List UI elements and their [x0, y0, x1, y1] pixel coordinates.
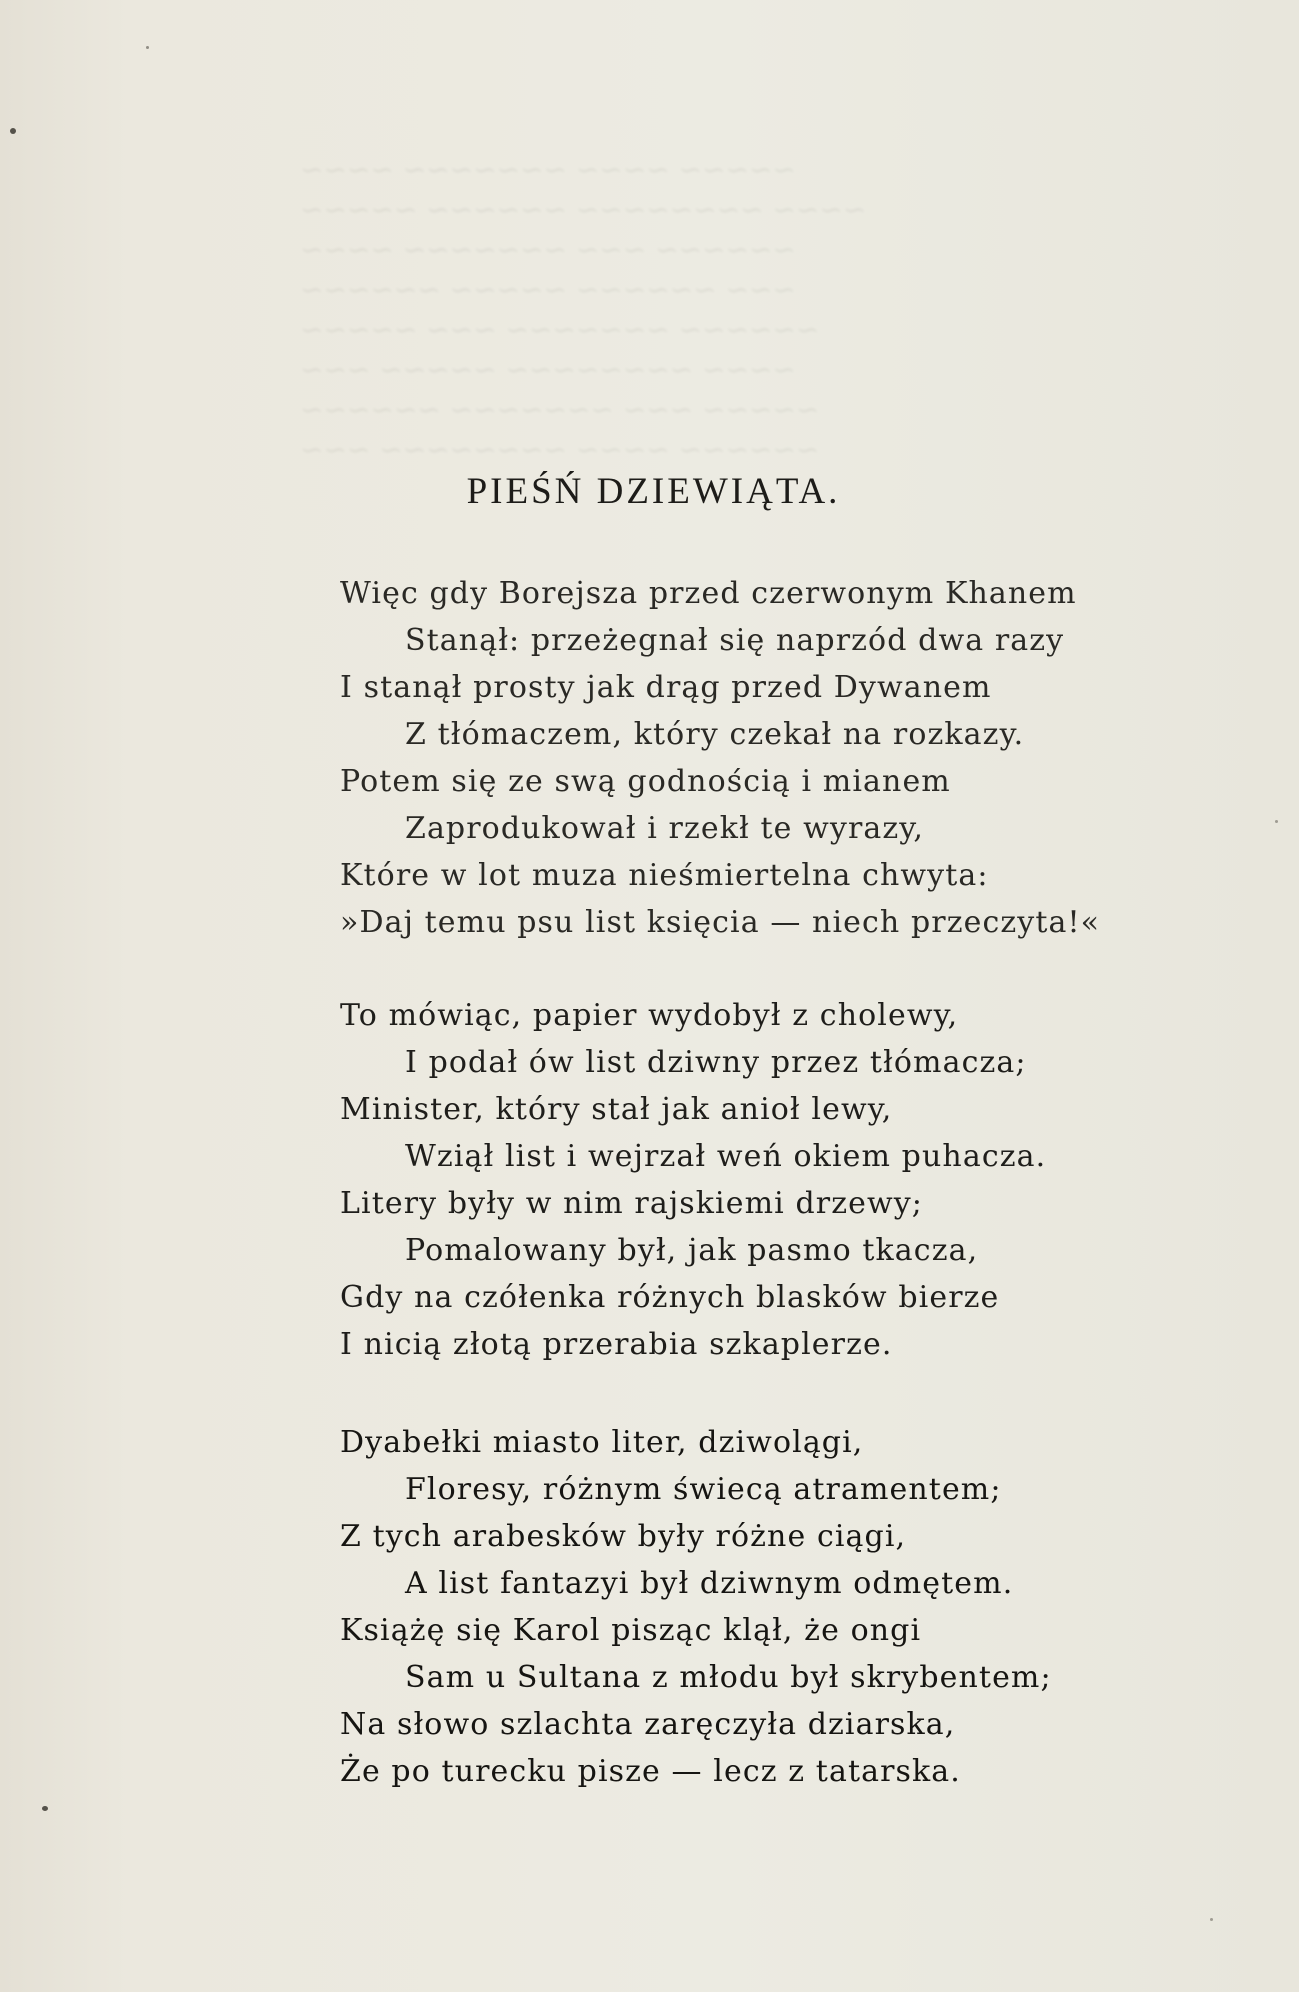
verse-line: Z tłómaczem, który czekał na rozkazy.	[405, 717, 1025, 752]
stanza-1	[340, 570, 1100, 946]
paper-speck	[42, 1806, 48, 1811]
show-through-text: ~~~~~ ~~~~ ~~~~~~~ ~~~~ ~~~~ ~~~~~~~~ ~~~~~~ ~~~~~ ~~~~~~ ~~~ ~~~~~~~ ~~~~ ~~~ ~~~~~~ ~~~~~ ~~~~~~ ~~~~~~ ~~~~~~~ ~~~ ~~~~~ ~~~~ ~~~~~~~~ ~~~~~ ~~~ ~~~~~ ~~~ ~~~~~~~ ~~~~~~ ~~~~~~ ~~~~ ~~~~~~~~ ~~~	[300, 153, 867, 466]
verse-line: Wziął list i wejrzał weń okiem puhacza.	[405, 1139, 1047, 1174]
verse-line: Minister, który stał jak anioł lewy,	[340, 1092, 893, 1127]
verse-line: Gdy na czółenka różnych blasków bierze	[340, 1280, 1000, 1315]
verse-line: Z tych arabesków były różne ciągi,	[340, 1519, 907, 1554]
verse-line: Stanął: przeżegnał się naprzód dwa razy	[405, 623, 1065, 658]
canto-title: PIEŚŃ DZIEWIĄTA.	[466, 471, 841, 512]
verse-line: A list fantazyi był dziwnym odmętem.	[405, 1566, 1014, 1601]
verse-line: Które w lot muza nieśmiertelna chwyta:	[340, 858, 989, 893]
verse-line: Na słowo szlachta zaręczyła dziarska,	[340, 1707, 956, 1742]
verse-line: Książę się Karol pisząc klął, że ongi	[340, 1613, 922, 1648]
verse-line: I nicią złotą przerabia szkaplerze.	[340, 1327, 893, 1362]
paper-speck	[10, 128, 16, 134]
verse-line: »Daj temu psu list księcia — niech przeczyta!«	[340, 905, 1101, 940]
verse-line: Sam u Sultana z młodu był skrybentem;	[405, 1660, 1052, 1695]
verse-line: Więc gdy Borejsza przed czerwonym Khanem	[340, 576, 1077, 611]
stanza-3	[340, 1419, 1052, 1795]
verse-line: Pomalowany był, jak pasmo tkacza,	[405, 1233, 979, 1268]
verse-line: Zaprodukował i rzekł te wyrazy,	[405, 811, 925, 846]
verse-line: Litery były w nim rajskiemi drzewy;	[340, 1186, 923, 1221]
verse-line: Floresy, różnym świecą atramentem;	[405, 1472, 1002, 1507]
verse-line: I podał ów list dziwny przez tłómacza;	[405, 1045, 1027, 1080]
verse-line: Dyabełki miasto liter, dziwolągi,	[340, 1425, 864, 1460]
verse-line: Potem się ze swą godnością i mianem	[340, 764, 951, 799]
paper-speck	[1210, 1918, 1213, 1921]
stanza-2	[340, 992, 1046, 1368]
verse-line: I stanął prosty jak drąg przed Dywanem	[340, 670, 992, 705]
verse-line: Że po turecku pisze — lecz z tatarska.	[340, 1754, 961, 1789]
paper-speck	[1275, 820, 1278, 823]
verse-line: To mówiąc, papier wydobył z cholewy,	[340, 998, 959, 1033]
paper-speck	[146, 46, 149, 49]
